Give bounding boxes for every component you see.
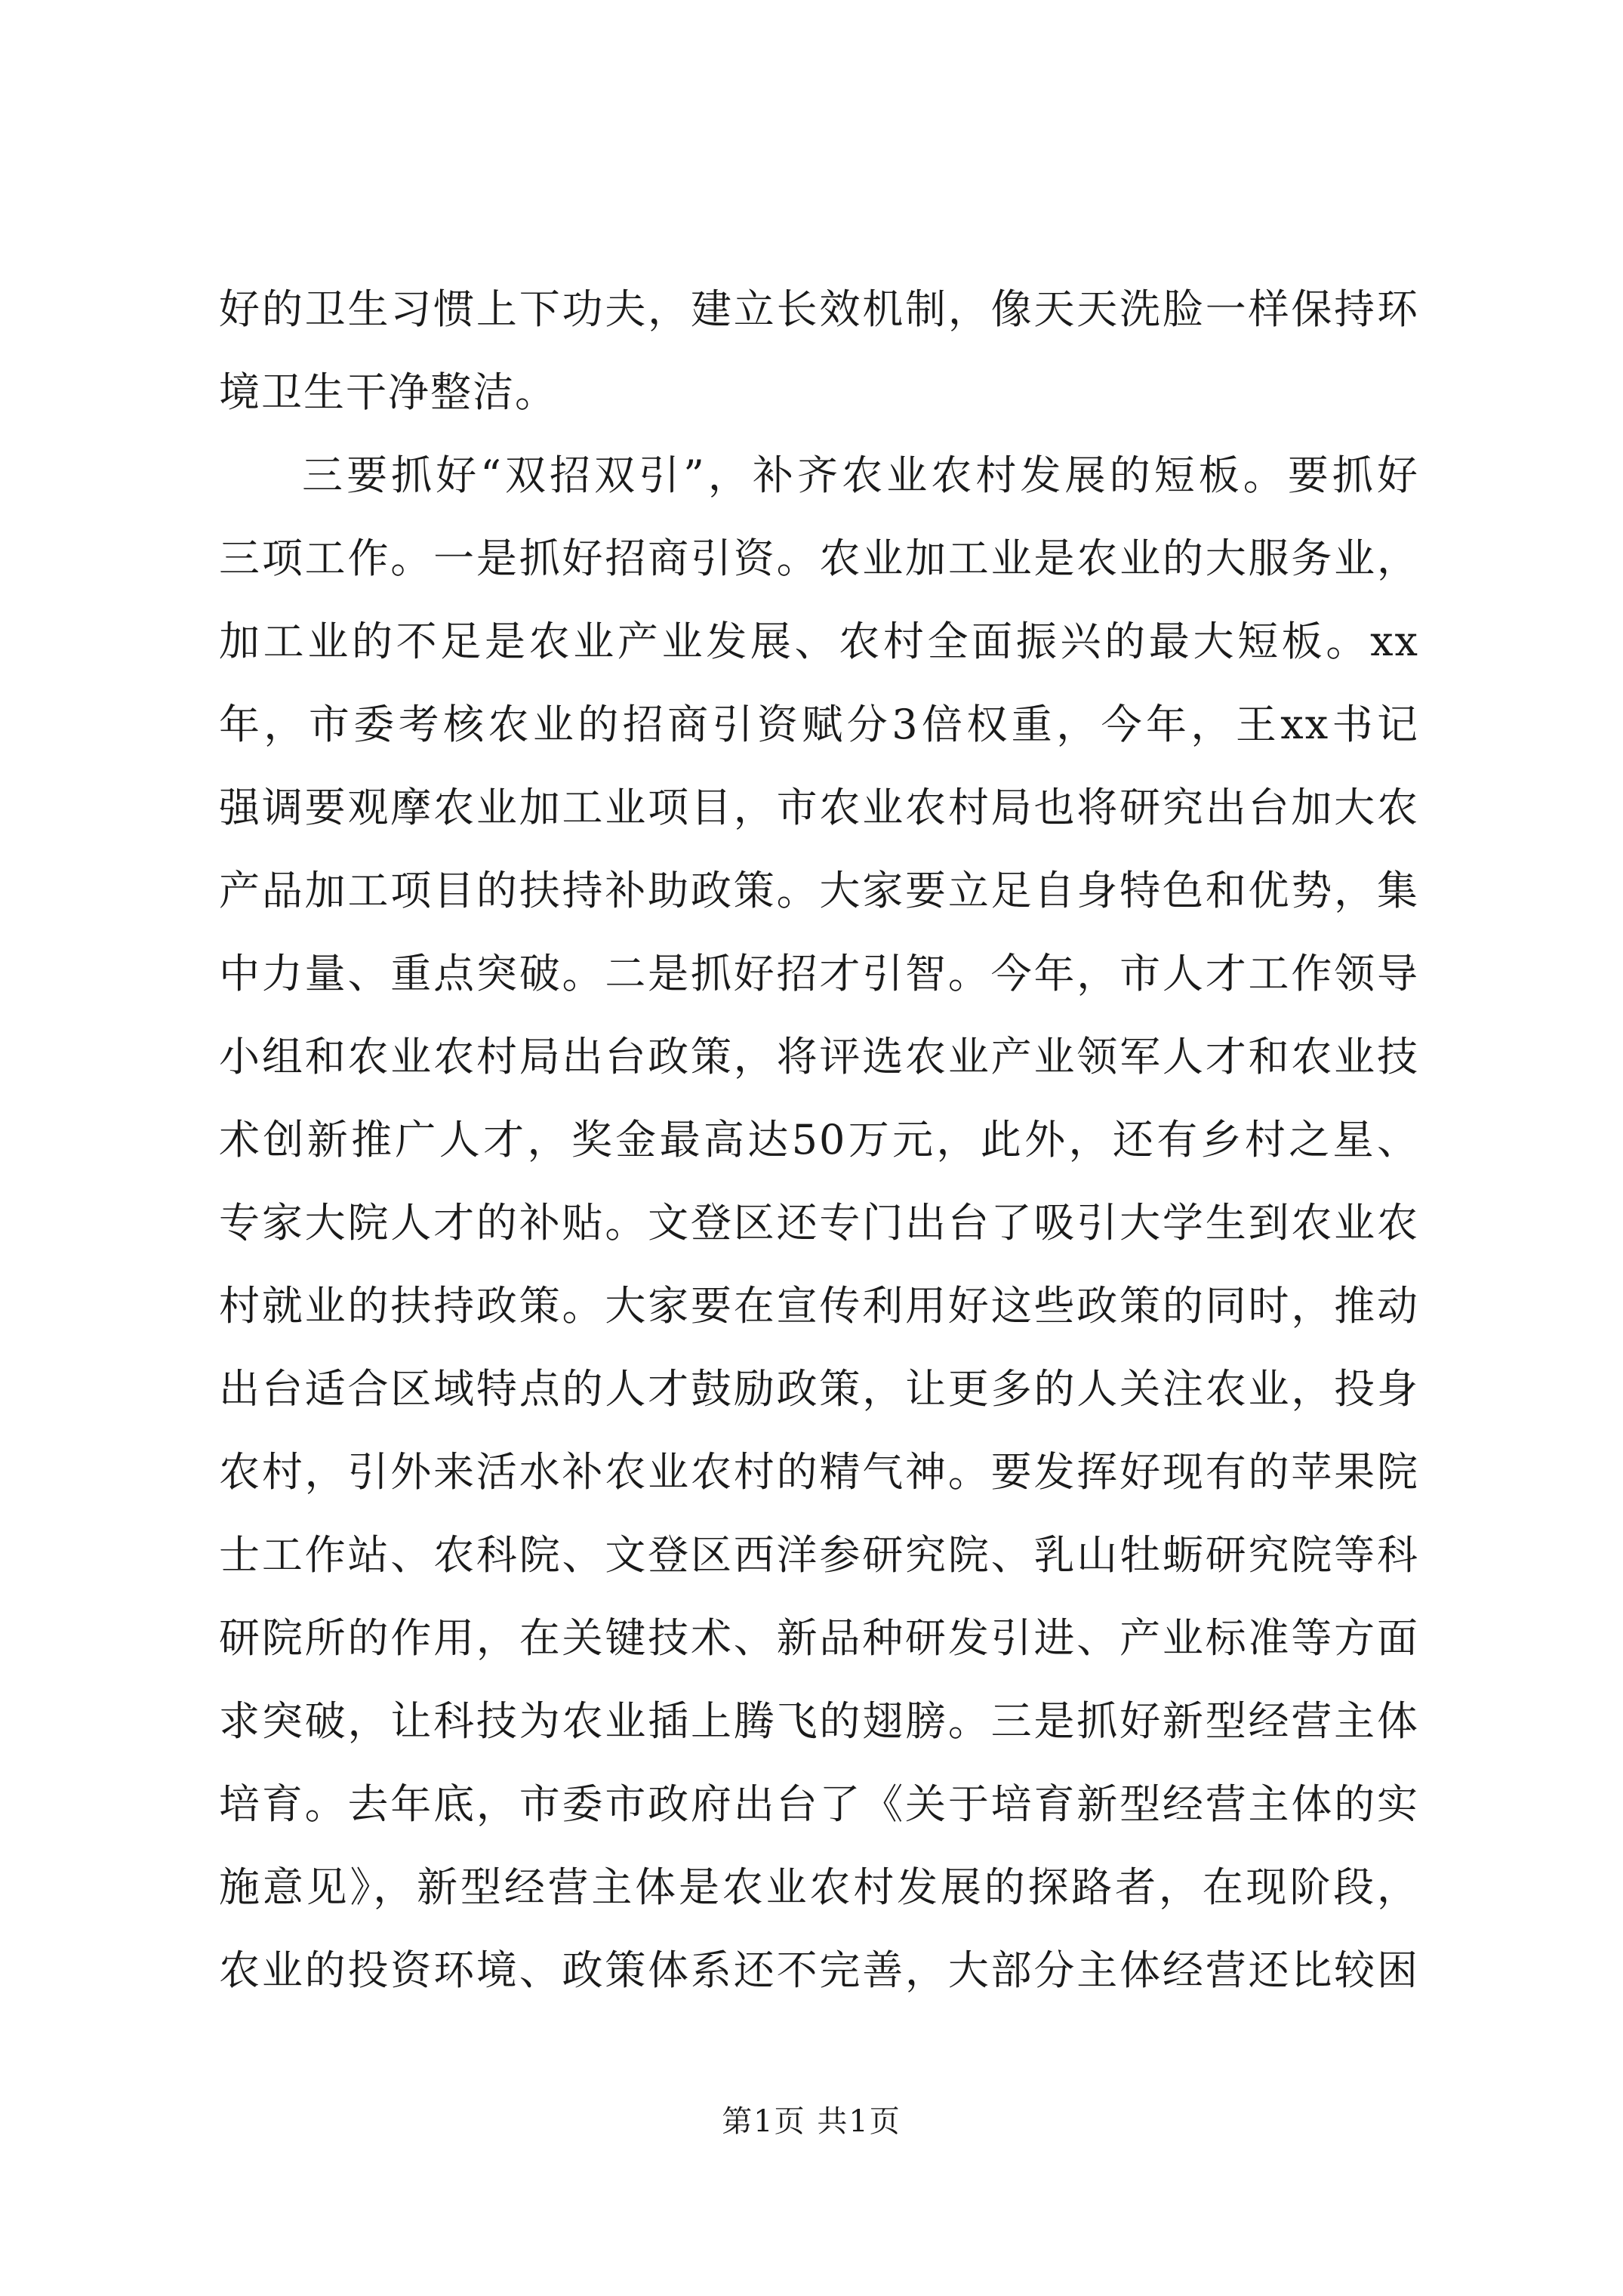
text-line: 年，市委考核农业的招商引资赋分3倍权重，今年，王xx书记	[219, 701, 1419, 748]
page-footer	[0, 2099, 1623, 2144]
text-line: 出台适合区域特点的人才鼓励政策，让更多的人关注农业，投身	[219, 1365, 1419, 1413]
text-line: 培育。去年底，市委市政府出台了《关于培育新型经营主体的实	[219, 1780, 1419, 1828]
text-line: 三要抓好“双招双引”，补齐农业农村发展的短板。要抓好	[302, 451, 1419, 499]
text-line: 研院所的作用，在关键技术、新品种研发引进、产业标准等方面	[219, 1614, 1419, 1662]
text-line: 施意见》，新型经营主体是农业农村发展的探路者，在现阶段，	[219, 1863, 1419, 1911]
text-line: 士工作站、农科院、文登区西洋参研究院、乳山牡蛎研究院等科	[219, 1531, 1419, 1579]
page-number: 第1页 共1页	[722, 2104, 901, 2139]
text-line: 加工业的不足是农业产业发展、农村全面振兴的最大短板。xx	[219, 618, 1419, 665]
text-line: 好的卫生习惯上下功夫，建立长效机制，像天天洗脸一样保持环	[219, 285, 1419, 333]
text-line: 强调要观摩农业加工业项目，市农业农村局也将研究出台加大农	[219, 784, 1419, 831]
text-line: 三项工作。一是抓好招商引资。农业加工业是农业的大服务业，	[219, 535, 1419, 582]
text-line: 求突破，让科技为农业插上腾飞的翅膀。三是抓好新型经营主体	[219, 1697, 1419, 1745]
text-line: 术创新推广人才，奖金最高达50万元，此外，还有乡村之星、	[219, 1116, 1419, 1163]
text-line: 中力量、重点突破。二是抓好招才引智。今年，市人才工作领导	[219, 950, 1419, 997]
text-line: 农村，引外来活水补农业农村的精气神。要发挥好现有的苹果院	[219, 1448, 1419, 1496]
text-line: 农业的投资环境、政策体系还不完善，大部分主体经营还比较困	[219, 1946, 1419, 1994]
text-line: 产品加工项目的扶持补助政策。大家要立足自身特色和优势，集	[219, 867, 1419, 914]
text-line: 境卫生干净整洁。	[219, 368, 557, 416]
text-line: 小组和农业农村局出台政策，将评选农业产业领军人才和农业技	[219, 1033, 1419, 1080]
text-line: 专家大院人才的补贴。文登区还专门出台了吸引大学生到农业农	[219, 1199, 1419, 1247]
body-text	[219, 268, 1419, 2012]
text-line: 村就业的扶持政策。大家要在宣传利用好这些政策的同时，推动	[219, 1282, 1419, 1330]
